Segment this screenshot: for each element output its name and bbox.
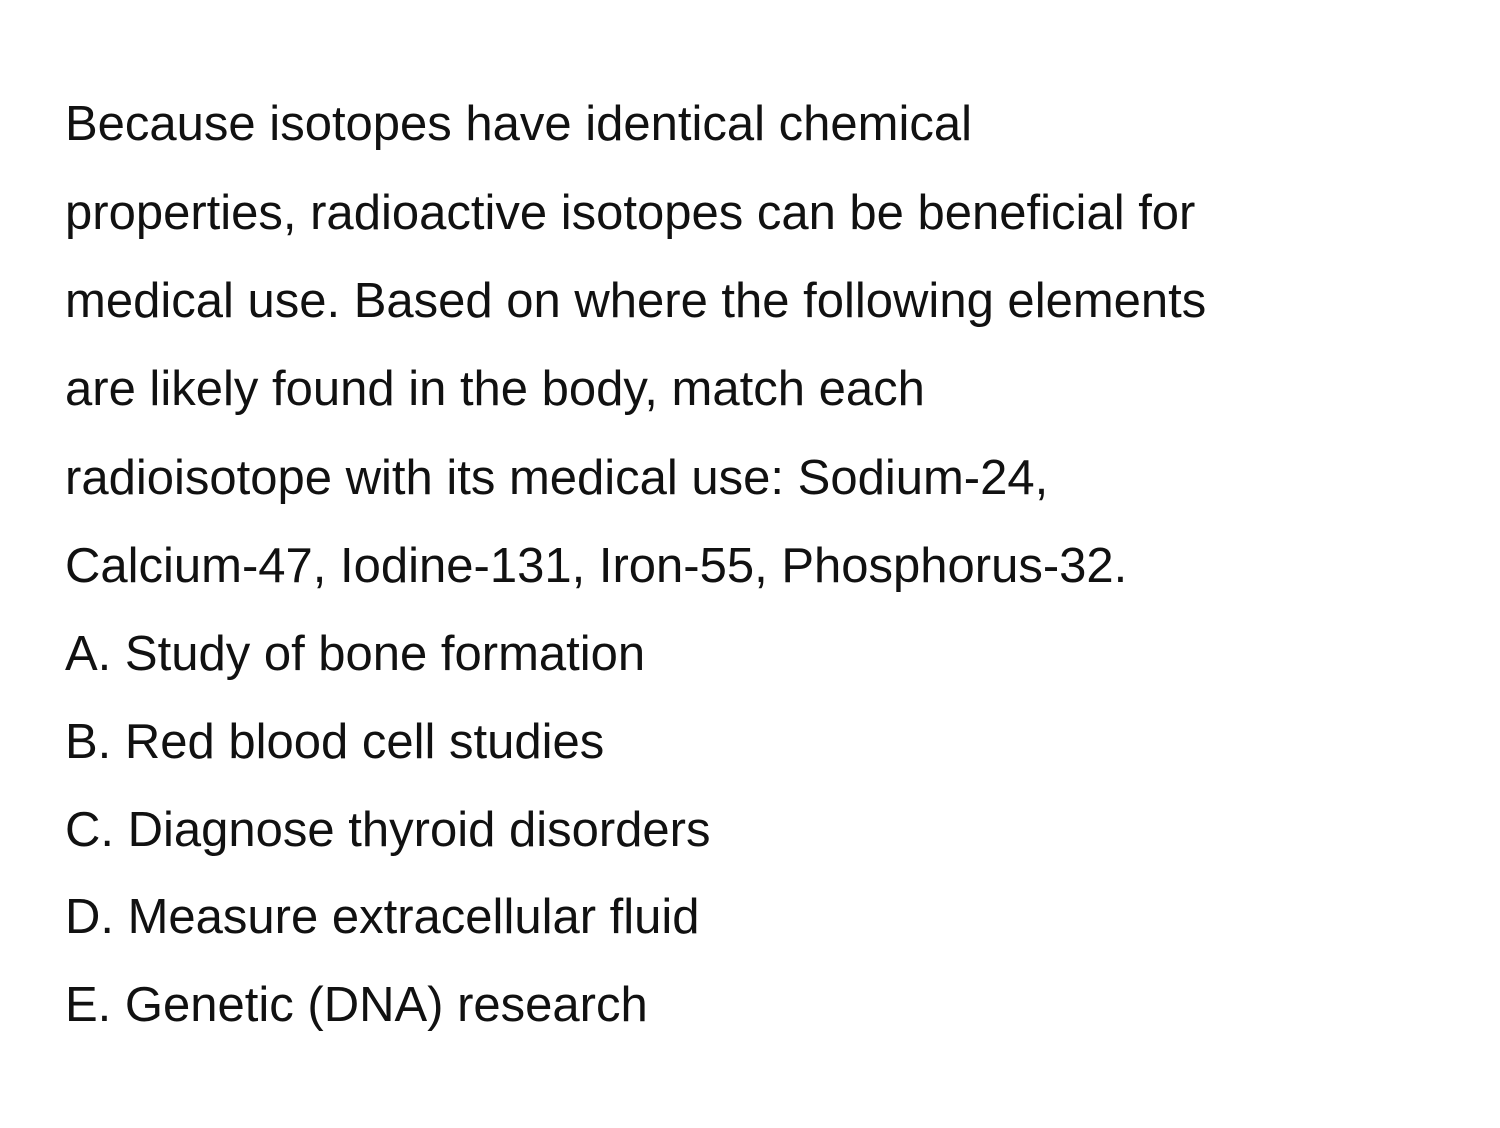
question-line-6: Calcium-47, Iodine-131, Iron-55, Phosphorus-32. [65,539,1128,593]
question-line-5: radioisotope with its medical use: Sodium-24, [65,451,1049,505]
option-a: A. Study of bone formation [65,627,646,681]
document-page [65,0,1470,1128]
option-e: E. Genetic (DNA) research [65,978,648,1032]
question-line-1: Because isotopes have identical chemical [65,97,973,151]
option-d: D. Measure extracellular fluid [65,890,700,944]
question-line-3: medical use. Based on where the following elements [65,274,1207,328]
option-c: C. Diagnose thyroid disorders [65,803,711,857]
question-line-4: are likely found in the body, match each [65,362,925,416]
question-line-2: properties, radioactive isotopes can be beneficial for [65,186,1196,240]
option-b: B. Red blood cell studies [65,715,605,769]
